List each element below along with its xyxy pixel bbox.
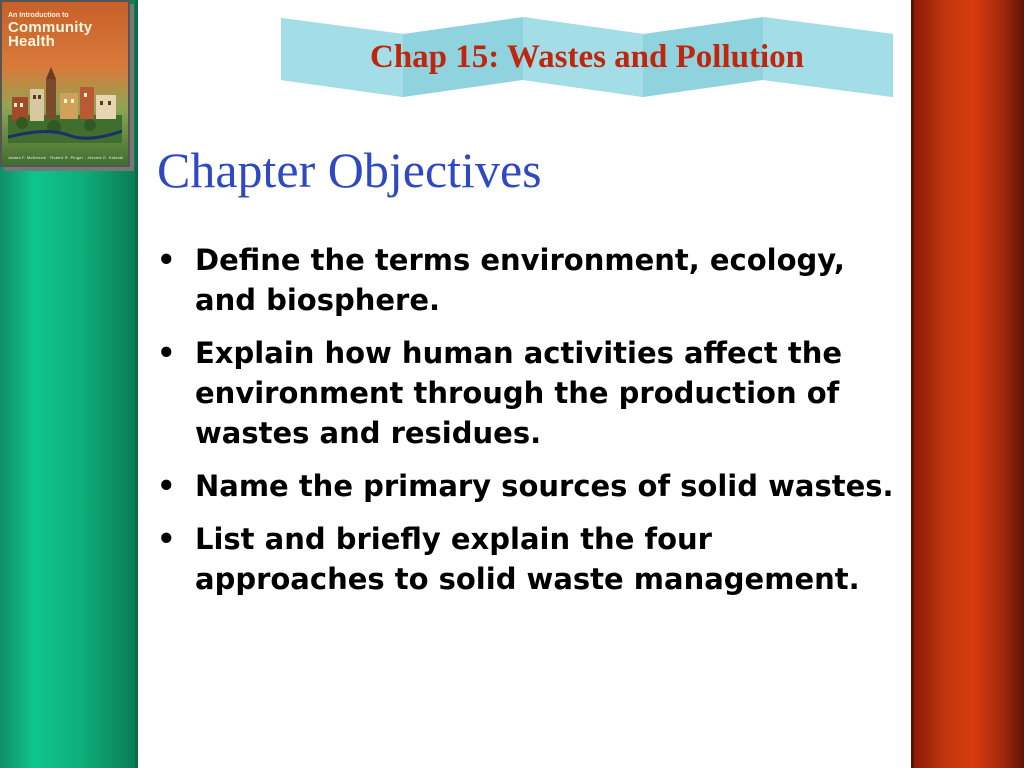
objective-item: [157, 519, 897, 599]
header-title: Chap 15: Wastes and Pollution: [370, 39, 804, 75]
objective-item: [157, 466, 897, 506]
objective-text: Explain how human activities affect the environment through the production of wastes and residues.: [195, 336, 843, 450]
right-red-band: [913, 0, 1024, 768]
book-cover-title: [8, 21, 92, 49]
book-cover-title-line2: Health: [8, 33, 56, 50]
objectives-list: [157, 240, 897, 612]
objective-text: Define the terms environment, ecology, and biosphere.: [195, 243, 845, 317]
bullet-icon: •: [157, 469, 176, 503]
book-cover-image: [0, 0, 130, 167]
left-band-edge: [135, 0, 138, 768]
objective-text: Name the primary sources of solid wastes.: [195, 469, 894, 503]
objective-text: List and briefly explain the four approaches to solid waste management.: [195, 522, 860, 596]
book-cover-city-illustration: [8, 61, 122, 143]
bullet-icon: •: [157, 336, 176, 370]
objective-item: [157, 240, 897, 320]
header-ribbon: [281, 16, 893, 99]
book-cover-subtitle: An Introduction to: [8, 12, 69, 19]
book-cover-authors: James F. McKenzie · Robert R. Pinger · Jerome E. Kotecki: [8, 155, 124, 160]
book-cover-art: [2, 2, 128, 165]
bullet-icon: •: [157, 243, 176, 277]
page-title: Chapter Objectives: [157, 142, 542, 198]
right-band-edge: [911, 0, 914, 768]
bullet-icon: •: [157, 522, 176, 556]
objective-item: [157, 333, 897, 453]
book-cover-title-line1: Community: [8, 19, 93, 36]
